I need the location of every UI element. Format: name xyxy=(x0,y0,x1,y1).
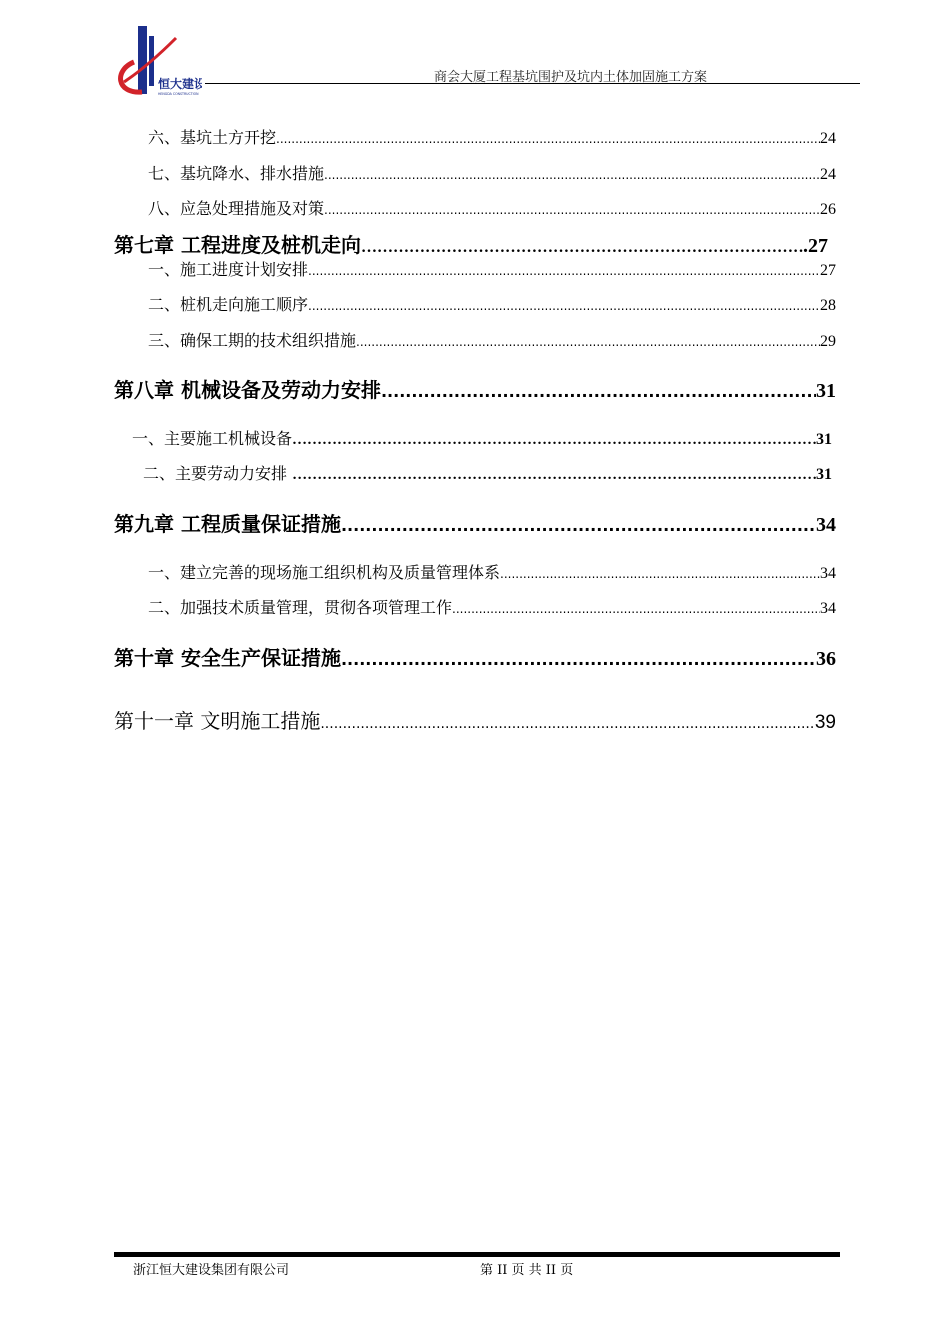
toc-leader-dots xyxy=(308,264,820,278)
toc-entry-page: 26 xyxy=(820,201,836,218)
toc-entry[interactable] xyxy=(148,328,836,351)
toc-entry-label: 七、基坑降水、排水措施 xyxy=(148,164,325,183)
toc-leader-dots xyxy=(308,299,820,313)
toc-entry-page: 34 xyxy=(820,565,836,582)
company-logo xyxy=(112,22,202,97)
toc-entry[interactable] xyxy=(148,292,836,315)
toc-entry-label: 一、施工进度计划安排 xyxy=(148,260,309,279)
toc-entry[interactable] xyxy=(148,595,836,618)
toc-leader-dots xyxy=(341,516,816,535)
logo-subtext: HENGDA CONSTRUCTION xyxy=(158,92,199,96)
toc-entry-page: 31 xyxy=(816,466,832,483)
toc-entry-label: 六、基坑土方开挖 xyxy=(148,128,277,147)
toc-chapter[interactable] xyxy=(114,642,836,671)
toc-chapter-label: 第十章 安全生产保证措施 xyxy=(114,646,341,670)
toc-leader-dots xyxy=(361,239,803,257)
document-title: 商会大厦工程基坑围护及坑内土体加固施工方案 xyxy=(434,70,708,85)
toc-entry[interactable] xyxy=(132,426,832,449)
toc-entry[interactable] xyxy=(148,196,836,219)
toc-chapter-label: 第八章 机械设备及劳动力安排 xyxy=(114,378,381,402)
logo-graphic xyxy=(112,22,202,97)
footer-page-number: 第 II 页 共 II 页 xyxy=(480,1263,574,1278)
toc-chapter-page: 39 xyxy=(814,712,836,733)
toc-entry-page: 27 xyxy=(820,262,836,279)
footer-company: 浙江恒大建设集团有限公司 xyxy=(133,1263,290,1278)
toc-entry-page: 29 xyxy=(820,333,836,350)
toc-leader-dots xyxy=(292,467,816,484)
toc-chapter-page: 34 xyxy=(816,514,836,536)
toc-leader-dots xyxy=(452,602,820,616)
toc-chapter-label: 第十一章 文明施工措施 xyxy=(114,709,321,733)
toc-entry-label: 三、确保工期的技术组织措施 xyxy=(148,331,357,350)
toc-leader-dots xyxy=(324,168,820,182)
toc-chapter[interactable] xyxy=(114,229,828,258)
footer-divider xyxy=(114,1252,840,1257)
toc-leader-dots xyxy=(381,382,816,401)
toc-entry-label: 八、应急处理措施及对策 xyxy=(148,199,325,218)
toc-leader-dots xyxy=(356,335,820,349)
toc-entry-page: 24 xyxy=(820,130,836,147)
toc-entry-page: 34 xyxy=(820,600,836,617)
logo-text: 恒大建设 xyxy=(158,77,202,91)
toc-leader-dots xyxy=(276,132,820,146)
toc-entry-label: 一、主要施工机械设备 xyxy=(132,429,293,448)
toc-leader-dots xyxy=(500,567,820,581)
toc-entry[interactable] xyxy=(148,257,836,280)
toc-chapter[interactable] xyxy=(114,508,836,537)
toc-chapter-label: 第七章 工程进度及桩机走向 xyxy=(114,233,361,257)
toc-entry[interactable] xyxy=(148,125,836,148)
toc-chapter-page: .27 xyxy=(803,235,828,257)
toc-leader-dots xyxy=(292,432,816,449)
header-divider xyxy=(205,83,860,84)
toc-chapter-label: 第九章 工程质量保证措施 xyxy=(114,512,341,536)
toc-chapter-page: 31 xyxy=(816,380,836,402)
toc-entry-page: 31 xyxy=(816,431,832,448)
toc-entry-page: 24 xyxy=(820,166,836,183)
toc-entry[interactable] xyxy=(148,560,836,583)
toc-entry-label: 二、加强技术质量管理，贯彻各项管理工作 xyxy=(148,598,453,617)
toc-leader-dots xyxy=(324,203,820,217)
toc-leader-dots xyxy=(320,716,815,732)
toc-entry-label: 一、建立完善的现场施工组织机构及质量管理体系 xyxy=(148,563,501,582)
toc-entry-label: 二、桩机走向施工顺序 xyxy=(148,295,309,314)
toc-entry[interactable] xyxy=(143,461,832,484)
toc-leader-dots xyxy=(341,650,816,669)
toc-entry-label: 二、主要劳动力安排 xyxy=(143,464,293,483)
toc-chapter-page: 36 xyxy=(816,648,836,670)
toc-entry-page: 28 xyxy=(820,297,836,314)
toc-chapter[interactable] xyxy=(114,374,836,403)
toc-entry[interactable] xyxy=(148,161,836,184)
toc-chapter[interactable] xyxy=(114,705,836,734)
